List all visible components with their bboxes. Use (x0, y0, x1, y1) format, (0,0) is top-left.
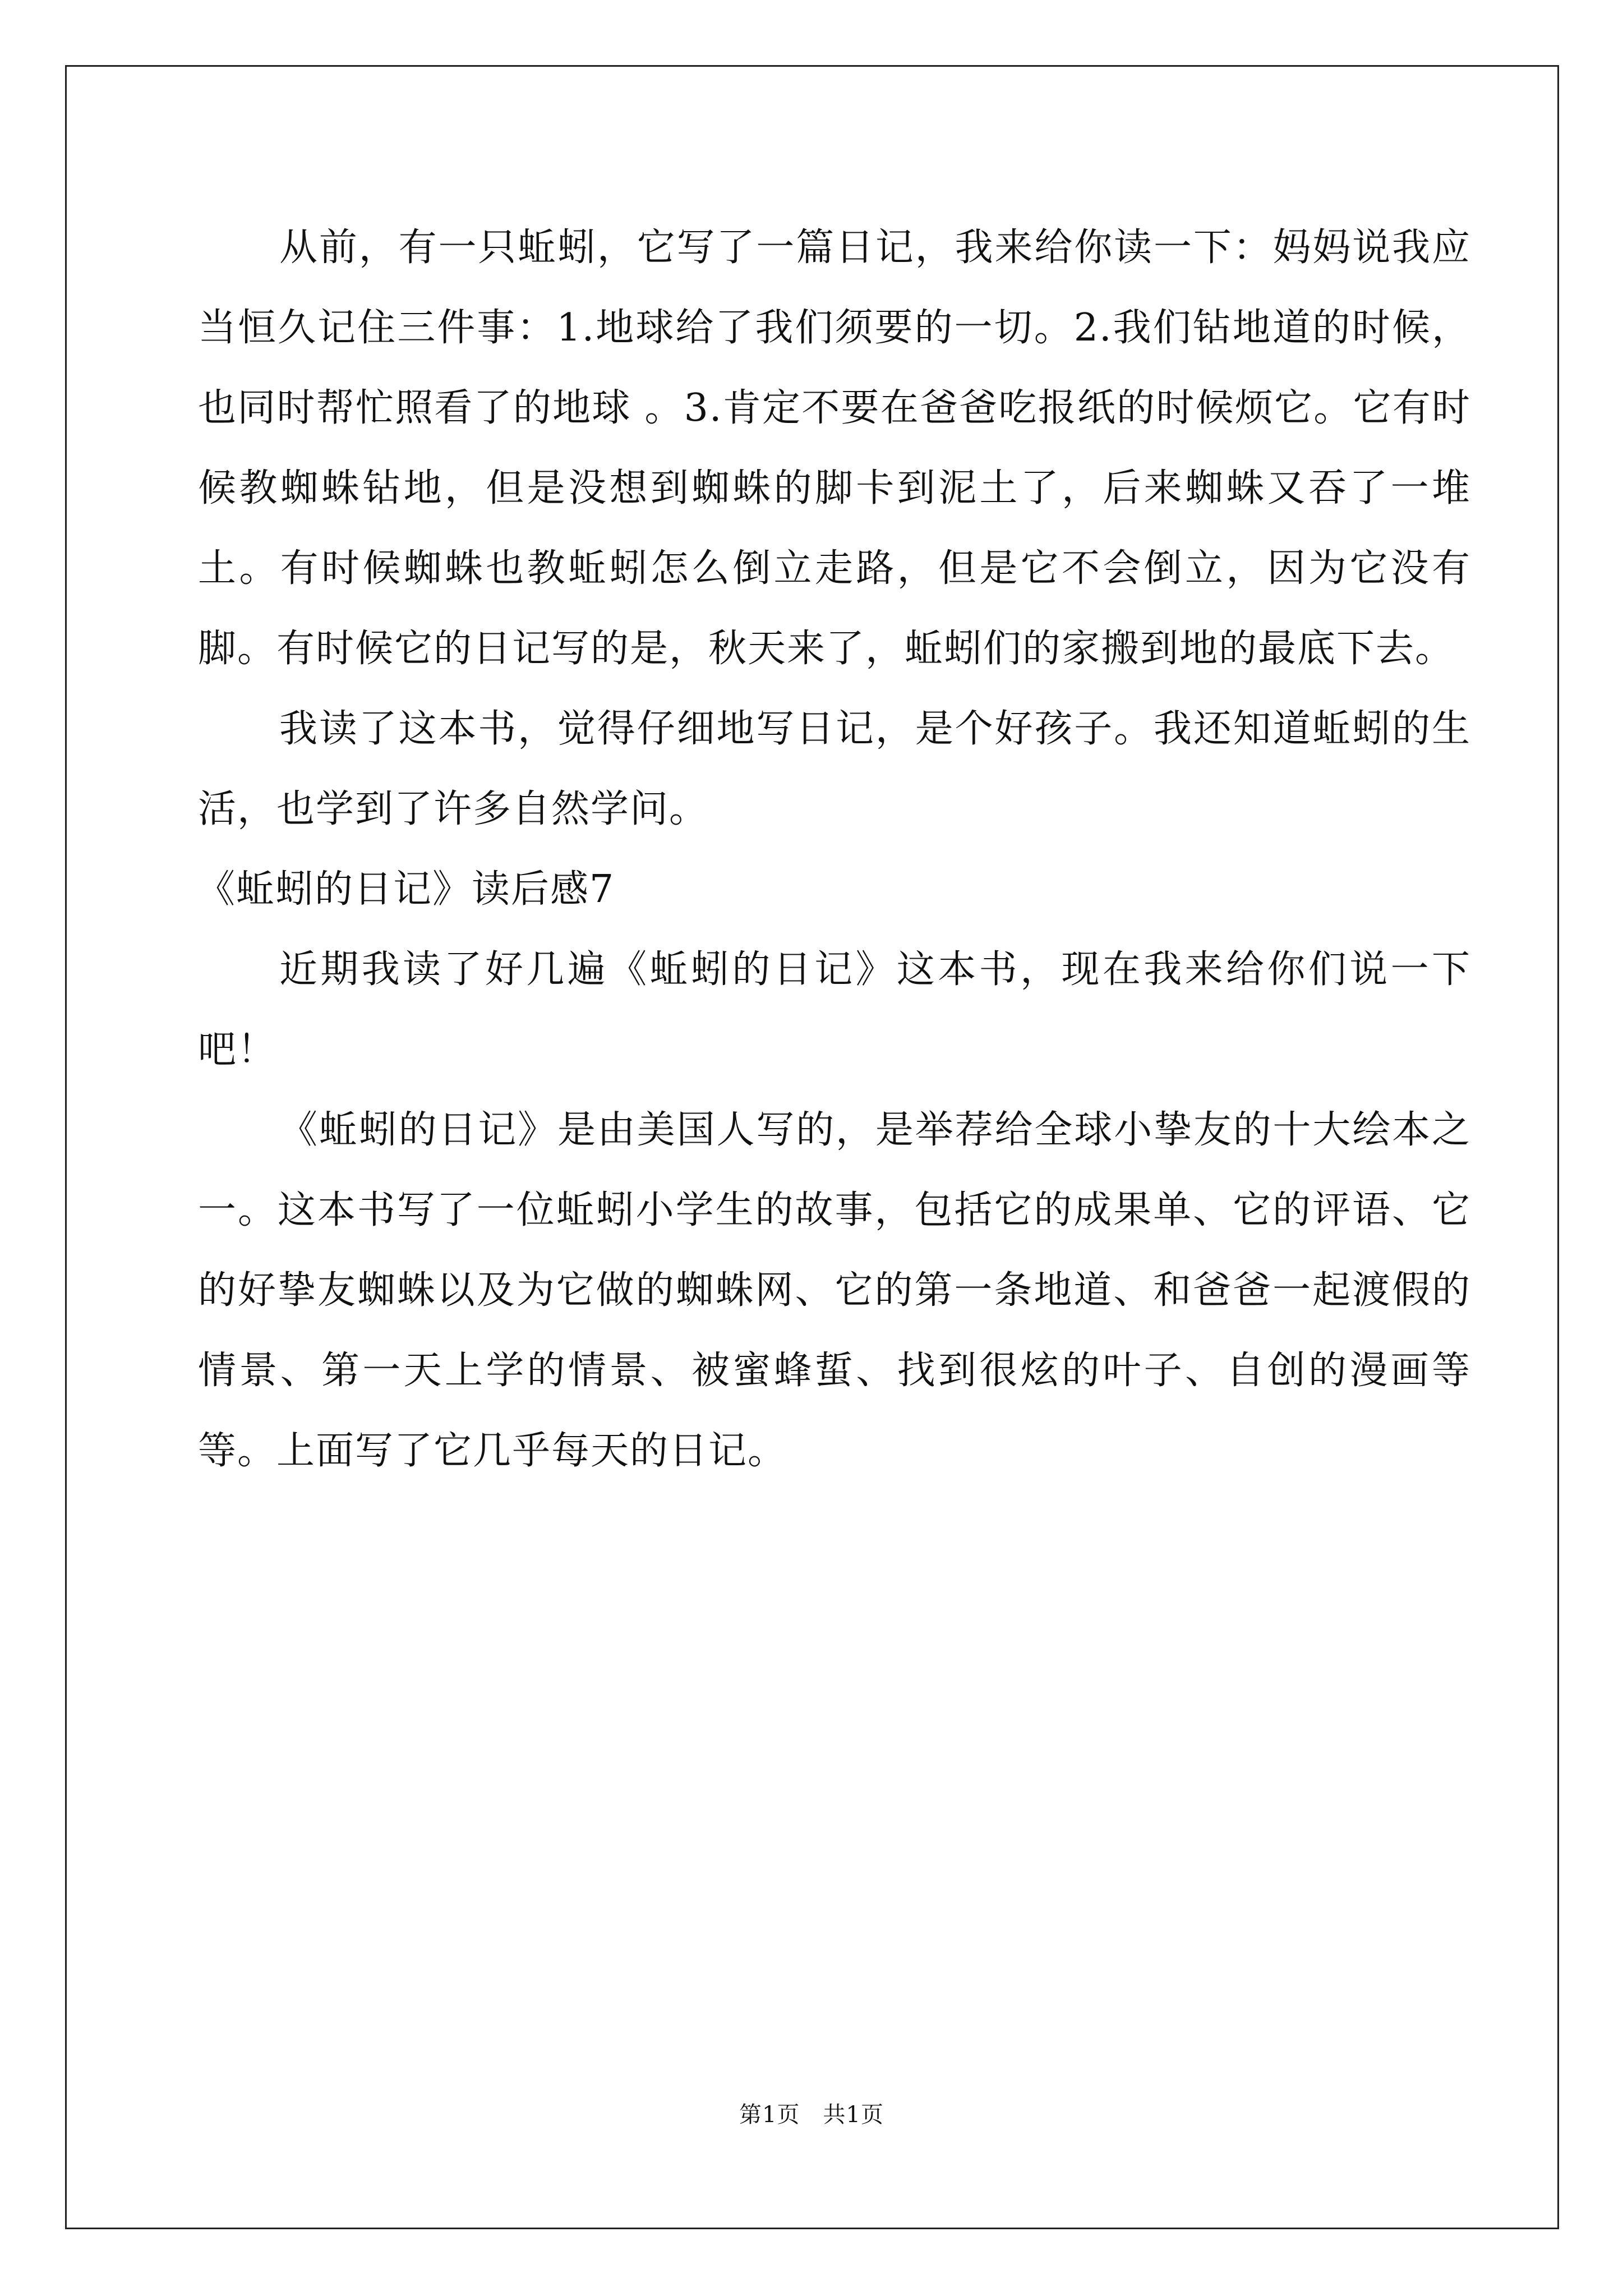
paragraph-reading-reflection: 我读了这本书，觉得仔细地写日记，是个好孩子。我还知道蚯蚓的生活，也学到了许多自然学问。 (198, 707, 1471, 831)
paragraph-book-summary: 《蚯蚓的日记》是由美国人写的，是举荐给全球小挚友的十大绘本之一。这本书写了一位蚯蚓小学生的故事，包括它的成果单、它的评语、它的好挚友蜘蛛以及为它做的蜘蛛网、它的第一条地道、和爸爸一起渡假的情景、第一天上学的情景、被蜜蜂蜇、找到很炫的叶子、自创的漫画等等。上面写了它几乎每天的日记。 (198, 1108, 1471, 1473)
paragraph-earthworm-diary: 从前，有一只蚯蚓，它写了一篇日记，我来给你读一下：妈妈说我应当恒久记住三件事：1.地球给了我们须要的一切。2.我们钻地道的时候，也同时帮忙照看了的地球 。3.肯定不要在爸爸吃报纸的时候烦它。它有时候教蜘蛛钻地，但是没想到蜘蛛的脚卡到泥土了，后来蜘蛛又吞了一堆土。有时候蜘蛛也教蚯蚓怎么倒立走路，但是它不会倒立，因为它没有脚。有时候它的日记写的是，秋天来了，蚯蚓们的家搬到地的最底下去。 (198, 226, 1471, 671)
section-heading: 《蚯蚓的日记》读后感7 (197, 867, 615, 912)
document-body (198, 208, 1471, 1491)
paragraph-recent-reading: 近期我读了好几遍《蚯蚓的日记》这本书，现在我来给你们说一下吧！ (198, 947, 1471, 1072)
page-footer: 第1页 共1页 (739, 2102, 884, 2128)
